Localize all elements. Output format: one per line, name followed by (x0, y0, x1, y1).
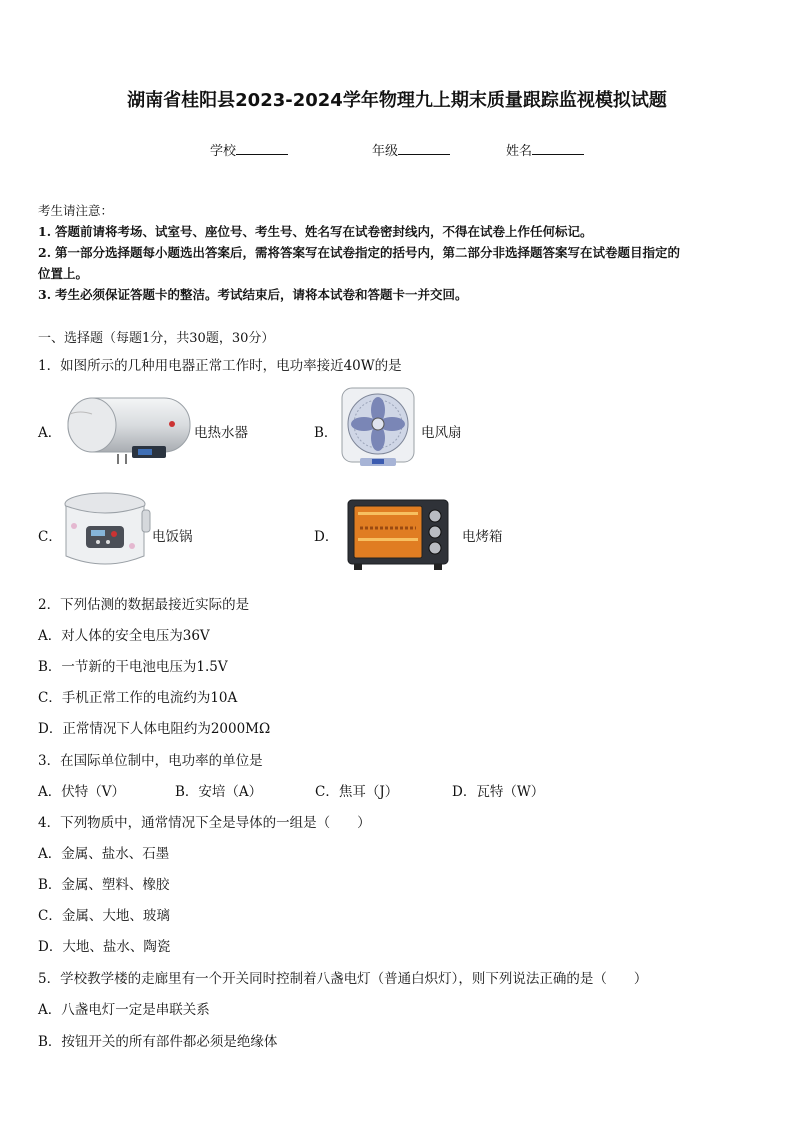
grade-label: 年级 (372, 144, 399, 159)
q4-option-b: B．金属、塑料、橡胶 (38, 877, 170, 893)
q1-option-d-letter: D． (314, 529, 339, 545)
notice-heading: 考生请注意： (38, 203, 114, 218)
q5-stem: 5．学校教学楼的走廊里有一个开关同时控制着八盏电灯（普通白炽灯），则下列说法正确的是（ ） (38, 971, 648, 987)
q4-option-c: C．金属、大地、玻璃 (38, 908, 170, 924)
notice-text: 位置上。 (38, 266, 89, 281)
school-field (210, 140, 288, 159)
q3-option-b: B．安培（A） (175, 784, 263, 800)
name-blank (532, 142, 584, 155)
notice-num: 2. (38, 245, 52, 260)
notice-item-1 (38, 221, 593, 242)
notice-text: 第一部分选择题每小题选出答案后，需将答案写在试卷指定的括号内，第二部分非选择题答案写在试卷题目指定的 (55, 245, 681, 260)
rice-cooker-icon (58, 490, 152, 572)
q5-option-b: B．按钮开关的所有部件都必须是绝缘体 (38, 1034, 278, 1050)
notice-item-3 (38, 284, 468, 305)
school-blank (236, 142, 288, 155)
notice-text: 考生必须保证答题卡的整洁。考试结束后，请将本试卷和答题卡一并交回。 (55, 287, 468, 302)
q1-option-c-letter: C． (38, 529, 62, 545)
name-field (506, 140, 584, 159)
q5-option-a: A．八盏电灯一定是串联关系 (38, 1002, 210, 1018)
q3-option-a: A．伏特（V） (38, 784, 125, 800)
q1-option-a-letter: A． (38, 425, 62, 441)
q3-option-d: D．瓦特（W） (452, 784, 545, 800)
q1-option-d-label: 电烤箱 (462, 529, 503, 545)
q1-option-a-label: 电热水器 (194, 425, 248, 441)
q1-stem: 1．如图所示的几种用电器正常工作时，电功率接近40W的是 (38, 358, 402, 374)
section-heading: 一、选择题（每题1分，共30题，30分） (38, 331, 275, 346)
notice-num: 1. (38, 224, 52, 239)
notice-item-2-cont (38, 263, 88, 284)
q3-stem: 3．在国际单位制中，电功率的单位是 (38, 753, 263, 769)
q2-option-d: D．正常情况下人体电阻约为2000MΩ (38, 721, 271, 737)
oven-icon (346, 498, 450, 572)
q2-option-a: A．对人体的安全电压为36V (38, 628, 210, 644)
water-heater-icon (62, 394, 192, 466)
school-label: 学校 (210, 144, 237, 159)
q2-option-c: C．手机正常工作的电流约为10A (38, 690, 238, 706)
q2-option-b: B．一节新的干电池电压为1.5V (38, 659, 228, 675)
q4-option-d: D．大地、盐水、陶瓷 (38, 939, 171, 955)
q4-option-a: A．金属、盐水、石墨 (38, 846, 170, 862)
q1-option-c-label: 电饭锅 (152, 529, 193, 545)
grade-field (372, 140, 450, 159)
notice-num: 3. (38, 287, 52, 302)
q1-option-b-label: 电风扇 (421, 425, 462, 441)
q1-option-b-letter: B． (314, 425, 338, 441)
q4-stem: 4．下列物质中，通常情况下全是导体的一组是（ ） (38, 815, 371, 831)
q3-option-c: C．焦耳（J） (315, 784, 399, 800)
page-title: 湖南省桂阳县2023-2024学年物理九上期末质量跟踪监视模拟试题 (127, 90, 667, 111)
name-label: 姓名 (506, 144, 533, 159)
notice-text: 答题前请将考场、试室号、座位号、考生号、姓名写在试卷密封线内，不得在试卷上作任何标记。 (55, 224, 593, 239)
fan-icon (338, 386, 418, 470)
grade-blank (398, 142, 450, 155)
notice-item-2 (38, 242, 680, 263)
q2-stem: 2．下列估测的数据最接近实际的是 (38, 597, 250, 613)
